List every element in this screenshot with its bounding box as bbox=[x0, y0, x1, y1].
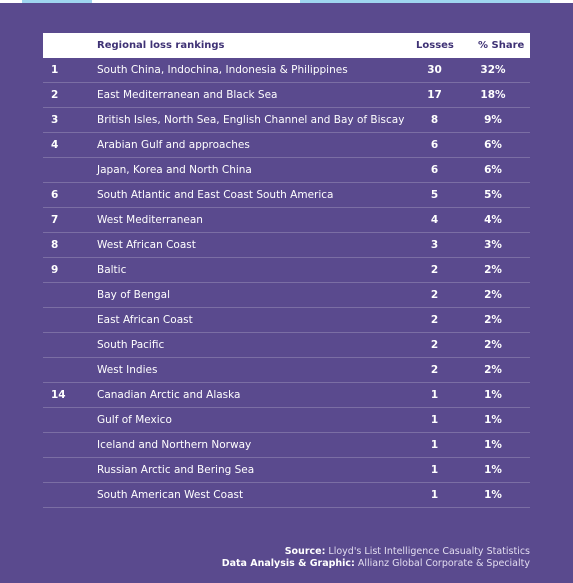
rank-cell: 1 bbox=[43, 58, 95, 83]
rank-cell: 4 bbox=[43, 133, 95, 158]
rank-cell: 3 bbox=[43, 108, 95, 133]
rank-cell: 6 bbox=[43, 183, 95, 208]
table-row bbox=[43, 183, 530, 208]
region-cell: South Pacific bbox=[95, 333, 413, 358]
table-row bbox=[43, 283, 530, 308]
rank-cell bbox=[43, 483, 95, 508]
rank-cell: 8 bbox=[43, 233, 95, 258]
rank-cell bbox=[43, 458, 95, 483]
share-cell: 5% bbox=[470, 183, 530, 208]
region-cell: West Mediterranean bbox=[95, 208, 413, 233]
losses-cell: 2 bbox=[413, 283, 470, 308]
top-accent-bar bbox=[0, 0, 573, 3]
share-cell: 2% bbox=[470, 308, 530, 333]
region-cell: West African Coast bbox=[95, 233, 413, 258]
regional-loss-table bbox=[43, 33, 530, 508]
source-credits bbox=[222, 546, 530, 570]
share-cell: 2% bbox=[470, 333, 530, 358]
region-cell: Japan, Korea and North China bbox=[95, 158, 413, 183]
losses-cell: 1 bbox=[413, 483, 470, 508]
region-cell: West Indies bbox=[95, 358, 413, 383]
table-row bbox=[43, 383, 530, 408]
losses-cell: 4 bbox=[413, 208, 470, 233]
table-header-row bbox=[43, 33, 530, 58]
header-region: Regional loss rankings bbox=[95, 33, 413, 58]
rank-cell: 2 bbox=[43, 83, 95, 108]
rank-cell bbox=[43, 408, 95, 433]
rank-cell: 7 bbox=[43, 208, 95, 233]
region-cell: South China, Indochina, Indonesia & Philippines bbox=[95, 58, 413, 83]
region-cell: Baltic bbox=[95, 258, 413, 283]
table-row bbox=[43, 58, 530, 83]
table-row bbox=[43, 233, 530, 258]
losses-cell: 8 bbox=[413, 108, 470, 133]
losses-cell: 6 bbox=[413, 133, 470, 158]
region-cell: East African Coast bbox=[95, 308, 413, 333]
share-cell: 1% bbox=[470, 433, 530, 458]
rank-cell bbox=[43, 158, 95, 183]
table-row bbox=[43, 483, 530, 508]
losses-cell: 30 bbox=[413, 58, 470, 83]
region-cell: Canadian Arctic and Alaska bbox=[95, 383, 413, 408]
table-row bbox=[43, 308, 530, 333]
table-row bbox=[43, 358, 530, 383]
rank-cell bbox=[43, 358, 95, 383]
table-row bbox=[43, 458, 530, 483]
share-cell: 1% bbox=[470, 483, 530, 508]
accent-segment-right bbox=[300, 0, 550, 3]
losses-cell: 5 bbox=[413, 183, 470, 208]
rank-cell bbox=[43, 333, 95, 358]
table-row bbox=[43, 158, 530, 183]
region-cell: British Isles, North Sea, English Channel and Bay of Biscay bbox=[95, 108, 413, 133]
losses-cell: 3 bbox=[413, 233, 470, 258]
losses-cell: 2 bbox=[413, 333, 470, 358]
losses-cell: 17 bbox=[413, 83, 470, 108]
table-row bbox=[43, 258, 530, 283]
region-cell: Bay of Bengal bbox=[95, 283, 413, 308]
losses-cell: 1 bbox=[413, 458, 470, 483]
losses-cell: 2 bbox=[413, 258, 470, 283]
rank-cell: 14 bbox=[43, 383, 95, 408]
analysis-value: Allianz Global Corporate & Specialty bbox=[357, 558, 530, 569]
table-row bbox=[43, 83, 530, 108]
region-cell: South Atlantic and East Coast South America bbox=[95, 183, 413, 208]
source-label: Source: bbox=[284, 546, 326, 557]
table-row bbox=[43, 333, 530, 358]
region-cell: Iceland and Northern Norway bbox=[95, 433, 413, 458]
losses-cell: 2 bbox=[413, 358, 470, 383]
header-share: % Share bbox=[470, 33, 530, 58]
share-cell: 18% bbox=[470, 83, 530, 108]
table-row bbox=[43, 133, 530, 158]
header-rank bbox=[43, 33, 95, 58]
share-cell: 1% bbox=[470, 383, 530, 408]
rank-cell bbox=[43, 433, 95, 458]
region-cell: Arabian Gulf and approaches bbox=[95, 133, 413, 158]
losses-cell: 6 bbox=[413, 158, 470, 183]
share-cell: 1% bbox=[470, 408, 530, 433]
table-row bbox=[43, 108, 530, 133]
losses-cell: 1 bbox=[413, 433, 470, 458]
share-cell: 2% bbox=[470, 258, 530, 283]
analysis-label: Data Analysis & Graphic: bbox=[221, 558, 355, 569]
table-row bbox=[43, 208, 530, 233]
source-value: Lloyd's List Intelligence Casualty Statistics bbox=[328, 546, 530, 557]
share-cell: 4% bbox=[470, 208, 530, 233]
share-cell: 6% bbox=[470, 133, 530, 158]
share-cell: 32% bbox=[470, 58, 530, 83]
header-losses: Losses bbox=[413, 33, 470, 58]
losses-cell: 2 bbox=[413, 308, 470, 333]
table-row bbox=[43, 433, 530, 458]
region-cell: South American West Coast bbox=[95, 483, 413, 508]
rank-cell bbox=[43, 283, 95, 308]
source-line bbox=[222, 546, 530, 558]
share-cell: 9% bbox=[470, 108, 530, 133]
table-row bbox=[43, 408, 530, 433]
region-cell: Gulf of Mexico bbox=[95, 408, 413, 433]
region-cell: East Mediterranean and Black Sea bbox=[95, 83, 413, 108]
rank-cell: 9 bbox=[43, 258, 95, 283]
rank-cell bbox=[43, 308, 95, 333]
accent-segment-left bbox=[22, 0, 92, 3]
losses-cell: 1 bbox=[413, 408, 470, 433]
region-cell: Russian Arctic and Bering Sea bbox=[95, 458, 413, 483]
share-cell: 2% bbox=[470, 283, 530, 308]
share-cell: 3% bbox=[470, 233, 530, 258]
analysis-line bbox=[222, 558, 530, 570]
share-cell: 1% bbox=[470, 458, 530, 483]
losses-cell: 1 bbox=[413, 383, 470, 408]
share-cell: 2% bbox=[470, 358, 530, 383]
table-body bbox=[43, 58, 530, 508]
share-cell: 6% bbox=[470, 158, 530, 183]
